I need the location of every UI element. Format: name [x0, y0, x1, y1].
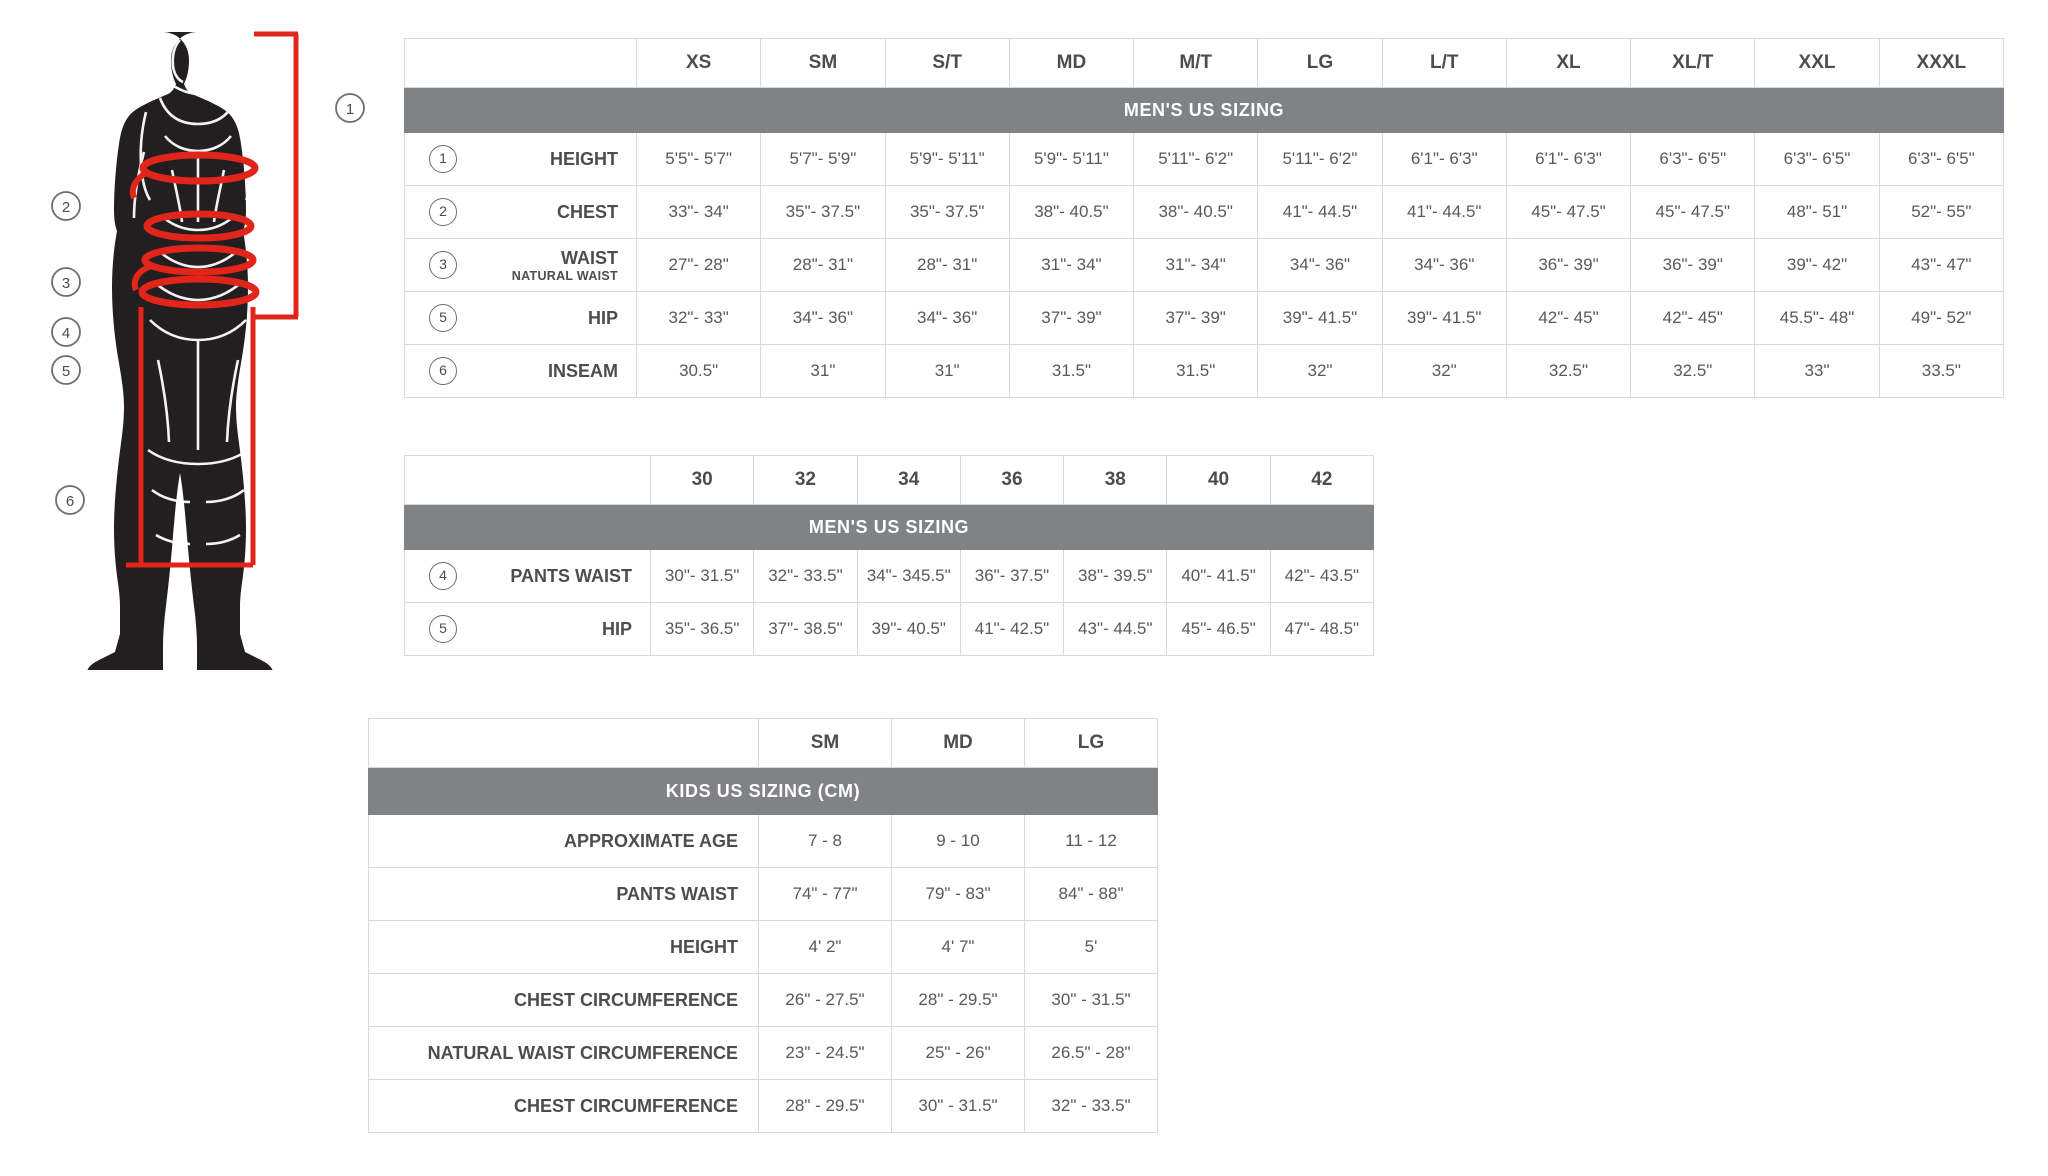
cell: 31.5ʺ: [1134, 345, 1258, 398]
column-header-30: 30: [651, 456, 754, 505]
cell: 45.5ʺ- 48ʺ: [1755, 292, 1879, 345]
cell: 30ʺ- 31.5ʺ: [651, 550, 754, 603]
column-header-sm: SM: [759, 719, 892, 768]
cell: 11 - 12: [1025, 815, 1158, 868]
row-label-hip: HIP: [481, 292, 637, 345]
table-title: KIDS US SIZING (CM): [369, 768, 1158, 815]
cell: 35ʺ- 37.5ʺ: [885, 186, 1009, 239]
cell: 32ʺ- 33ʺ: [637, 292, 761, 345]
cell: 5ʹ9ʺ- 5ʹ11ʺ: [1009, 133, 1133, 186]
row-callout-number: 1: [405, 133, 482, 186]
cell: 34ʺ- 36ʺ: [1382, 239, 1506, 292]
table-header-row: [369, 719, 1158, 768]
cell: 34ʺ- 36ʺ: [1258, 239, 1382, 292]
row-callout-number: 4: [405, 550, 482, 603]
cell: 31ʺ- 34ʺ: [1009, 239, 1133, 292]
cell: 32ʺ: [1258, 345, 1382, 398]
cell: 25ʺ - 26ʺ: [892, 1027, 1025, 1080]
column-header-lg: LG: [1258, 39, 1382, 88]
column-header-mt: M/T: [1134, 39, 1258, 88]
cell: 48ʺ- 51ʺ: [1755, 186, 1879, 239]
cell: 6ʹ3ʺ- 6ʹ5ʺ: [1755, 133, 1879, 186]
cell: 33ʺ- 34ʺ: [637, 186, 761, 239]
cell: 52ʺ- 55ʺ: [1879, 186, 2003, 239]
cell: 28ʺ- 31ʺ: [885, 239, 1009, 292]
cell: 23ʺ - 24.5ʺ: [759, 1027, 892, 1080]
cell: 35ʺ- 36.5ʺ: [651, 603, 754, 656]
cell: 5ʹ: [1025, 921, 1158, 974]
callout-1: [336, 94, 364, 122]
callout-3: [52, 268, 80, 296]
column-header-sm: SM: [761, 39, 885, 88]
cell: 37ʺ- 39ʺ: [1134, 292, 1258, 345]
column-header-xxl: XXL: [1755, 39, 1879, 88]
cell: 28ʺ - 29.5ʺ: [759, 1080, 892, 1133]
cell: 30.5ʺ: [637, 345, 761, 398]
mens-numeric-sizing-table: [404, 455, 1374, 656]
row-label-approximate-age: APPROXIMATE AGE: [369, 815, 759, 868]
body-silhouette-icon: [87, 32, 273, 670]
table-row: [369, 921, 1158, 974]
svg-text:1: 1: [345, 101, 355, 118]
row-callout-number: 3: [405, 239, 482, 292]
table-header-row: [405, 456, 1374, 505]
svg-text:4: 4: [61, 325, 71, 342]
header-label-spacer: [481, 39, 637, 88]
cell: 28ʺ - 29.5ʺ: [892, 974, 1025, 1027]
height-dimension-line: [254, 34, 298, 317]
cell: 5ʹ11ʺ- 6ʹ2ʺ: [1258, 133, 1382, 186]
row-label-pants-waist: PANTS WAIST: [481, 550, 651, 603]
cell: 27ʺ- 28ʺ: [637, 239, 761, 292]
callout-4: [52, 318, 80, 346]
svg-text:3: 3: [61, 275, 71, 292]
cell: 38ʺ- 40.5ʺ: [1009, 186, 1133, 239]
table-row: [369, 974, 1158, 1027]
table-row: [405, 345, 2004, 398]
header-label-spacer: [369, 719, 759, 768]
column-header-38: 38: [1064, 456, 1167, 505]
svg-text:5: 5: [61, 363, 71, 380]
cell: 5ʹ11ʺ- 6ʹ2ʺ: [1134, 133, 1258, 186]
cell: 33.5ʺ: [1879, 345, 2003, 398]
table-row: [405, 550, 1374, 603]
row-label-height: HEIGHT: [369, 921, 759, 974]
row-callout-number: 6: [405, 345, 482, 398]
svg-text:6: 6: [65, 493, 75, 510]
cell: 32ʺ: [1382, 345, 1506, 398]
table-row: [369, 1027, 1158, 1080]
column-header-xlt: XL/T: [1631, 39, 1755, 88]
cell: 34ʺ- 36ʺ: [885, 292, 1009, 345]
cell: 31ʺ: [761, 345, 885, 398]
row-label-chest: CHEST: [481, 186, 637, 239]
column-header-xs: XS: [637, 39, 761, 88]
cell: 45ʺ- 47.5ʺ: [1631, 186, 1755, 239]
cell: 31ʺ- 34ʺ: [1134, 239, 1258, 292]
cell: 35ʺ- 37.5ʺ: [761, 186, 885, 239]
cell: 40ʺ- 41.5ʺ: [1167, 550, 1270, 603]
cell: 39ʺ- 41.5ʺ: [1258, 292, 1382, 345]
cell: 5ʹ7ʺ- 5ʹ9ʺ: [761, 133, 885, 186]
callout-6: [56, 486, 84, 514]
cell: 36ʺ- 37.5ʺ: [960, 550, 1063, 603]
cell: 28ʺ- 31ʺ: [761, 239, 885, 292]
column-header-40: 40: [1167, 456, 1270, 505]
column-header-36: 36: [960, 456, 1063, 505]
row-label-natural-waist-circumference: NATURAL WAIST CIRCUMFERENCE: [369, 1027, 759, 1080]
cell: 26.5ʺ - 28ʺ: [1025, 1027, 1158, 1080]
header-num-spacer: [405, 456, 482, 505]
cell: 36ʺ- 39ʺ: [1506, 239, 1630, 292]
table-row: [369, 815, 1158, 868]
cell: 5ʹ5ʺ- 5ʹ7ʺ: [637, 133, 761, 186]
table-row: [405, 239, 2004, 292]
header-label-spacer: [481, 456, 651, 505]
row-label-chest-circumference: CHEST CIRCUMFERENCE: [369, 974, 759, 1027]
cell: 32.5ʺ: [1631, 345, 1755, 398]
column-header-42: 42: [1270, 456, 1373, 505]
column-header-md: MD: [1009, 39, 1133, 88]
row-label-height: HEIGHT: [481, 133, 637, 186]
cell: 5ʹ9ʺ- 5ʹ11ʺ: [885, 133, 1009, 186]
cell: 30ʺ - 31.5ʺ: [892, 1080, 1025, 1133]
cell: 6ʹ3ʺ- 6ʹ5ʺ: [1879, 133, 2003, 186]
kids-sizing-table: [368, 718, 1158, 1133]
table-row: [405, 186, 2004, 239]
table-title-row: [405, 88, 2004, 133]
cell: 38ʺ- 39.5ʺ: [1064, 550, 1167, 603]
column-header-34: 34: [857, 456, 960, 505]
cell: 6ʹ1ʺ- 6ʹ3ʺ: [1506, 133, 1630, 186]
table-row: [369, 1080, 1158, 1133]
cell: 33ʺ: [1755, 345, 1879, 398]
row-label-hip: HIP: [481, 603, 651, 656]
cell: 49ʺ- 52ʺ: [1879, 292, 2003, 345]
row-label-pants-waist: PANTS WAIST: [369, 868, 759, 921]
cell: 32.5ʺ: [1506, 345, 1630, 398]
cell: 42ʺ- 45ʺ: [1631, 292, 1755, 345]
column-header-lg: LG: [1025, 719, 1158, 768]
table-title: MEN'S US SIZING: [405, 505, 1374, 550]
table-title-row: [405, 505, 1374, 550]
table-header-row: [405, 39, 2004, 88]
cell: 41ʺ- 44.5ʺ: [1382, 186, 1506, 239]
column-header-md: MD: [892, 719, 1025, 768]
cell: 6ʹ1ʺ- 6ʹ3ʺ: [1382, 133, 1506, 186]
svg-text:2: 2: [61, 199, 71, 216]
cell: 43ʺ- 44.5ʺ: [1064, 603, 1167, 656]
callout-5: [52, 356, 80, 384]
cell: 31.5ʺ: [1009, 345, 1133, 398]
column-header-lt: L/T: [1382, 39, 1506, 88]
header-num-spacer: [405, 39, 482, 88]
table-row: [405, 292, 2004, 345]
table-row: [405, 133, 2004, 186]
table-row: [405, 603, 1374, 656]
cell: 36ʺ- 39ʺ: [1631, 239, 1755, 292]
row-label-inseam: INSEAM: [481, 345, 637, 398]
cell: 37ʺ- 39ʺ: [1009, 292, 1133, 345]
cell: 32ʺ - 33.5ʺ: [1025, 1080, 1158, 1133]
cell: 34ʺ- 36ʺ: [761, 292, 885, 345]
table-title-row: [369, 768, 1158, 815]
measurement-figure: [48, 20, 388, 670]
cell: 47ʺ- 48.5ʺ: [1270, 603, 1373, 656]
table-title: MEN'S US SIZING: [405, 88, 2004, 133]
row-callout-number: 5: [405, 292, 482, 345]
cell: 7 - 8: [759, 815, 892, 868]
cell: 45ʺ- 47.5ʺ: [1506, 186, 1630, 239]
mens-letter-sizing-table: [404, 38, 2004, 398]
callout-2: [52, 192, 80, 220]
cell: 26ʺ - 27.5ʺ: [759, 974, 892, 1027]
row-label-waist: WAIST NATURAL WAIST: [481, 239, 637, 292]
cell: 39ʺ- 41.5ʺ: [1382, 292, 1506, 345]
row-callout-number: 5: [405, 603, 482, 656]
column-header-xxxl: XXXL: [1879, 39, 2003, 88]
table-row: [369, 868, 1158, 921]
cell: 32ʺ- 33.5ʺ: [754, 550, 857, 603]
cell: 38ʺ- 40.5ʺ: [1134, 186, 1258, 239]
cell: 79ʺ - 83ʺ: [892, 868, 1025, 921]
cell: 42ʺ- 43.5ʺ: [1270, 550, 1373, 603]
row-sublabel-natural-waist: NATURAL WAIST: [511, 268, 618, 283]
cell: 30ʺ - 31.5ʺ: [1025, 974, 1158, 1027]
cell: 39ʺ- 42ʺ: [1755, 239, 1879, 292]
cell: 37ʺ- 38.5ʺ: [754, 603, 857, 656]
cell: 39ʺ- 40.5ʺ: [857, 603, 960, 656]
cell: 43ʺ- 47ʺ: [1879, 239, 2003, 292]
cell: 74ʺ - 77ʺ: [759, 868, 892, 921]
cell: 34ʺ- 345.5ʺ: [857, 550, 960, 603]
cell: 84ʺ - 88ʺ: [1025, 868, 1158, 921]
cell: 41ʺ- 42.5ʺ: [960, 603, 1063, 656]
cell: 4ʹ 7ʺ: [892, 921, 1025, 974]
cell: 42ʺ- 45ʺ: [1506, 292, 1630, 345]
cell: 45ʺ- 46.5ʺ: [1167, 603, 1270, 656]
cell: 41ʺ- 44.5ʺ: [1258, 186, 1382, 239]
cell: 6ʹ3ʺ- 6ʹ5ʺ: [1631, 133, 1755, 186]
column-header-st: S/T: [885, 39, 1009, 88]
row-label-chest-circumference-2: CHEST CIRCUMFERENCE: [369, 1080, 759, 1133]
column-header-32: 32: [754, 456, 857, 505]
row-callout-number: 2: [405, 186, 482, 239]
cell: 9 - 10: [892, 815, 1025, 868]
cell: 31ʺ: [885, 345, 1009, 398]
column-header-xl: XL: [1506, 39, 1630, 88]
cell: 4ʹ 2ʺ: [759, 921, 892, 974]
